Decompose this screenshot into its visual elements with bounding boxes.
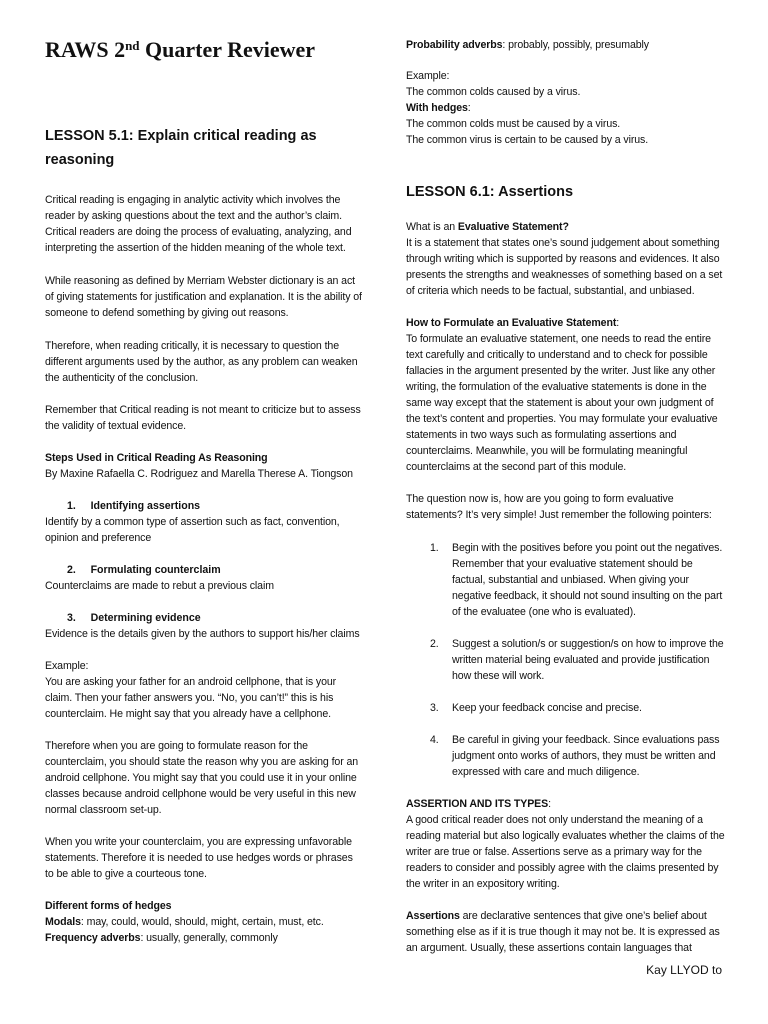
- step-2-text: Counterclaims are made to rebut a previous claim: [45, 580, 274, 592]
- steps-heading: Steps Used in Critical Reading As Reasoning: [45, 452, 268, 464]
- evaluative-statement-question: What is an Evaluative Statement?: [406, 221, 569, 233]
- modals-line: Modals: may, could, would, should, might, certain, must, etc.: [45, 916, 324, 928]
- frequency-adverbs-line: Frequency adverbs: usually, generally, commonly: [45, 932, 278, 944]
- step-1-text: Identify by a common type of assertion such as fact, convention, opinion and preference: [45, 516, 340, 544]
- evaluative-statement-definition: It is a statement that states one’s sound judgement about something through writing which is supported by reasons and evidences. It also presents the strengths and weaknesses of something based on a set of criteria which needs to be factual, substantial, and unbiased.: [406, 237, 723, 297]
- assertion-types-heading: ASSERTION AND ITS TYPES:: [406, 798, 551, 810]
- example-text: You are asking your father for an android cellphone, that is your claim. Then your father answers you. “No, you can’t!” this is his counterclaim. He might say that you already have a cellphone.: [45, 676, 337, 720]
- critical-reader-paragraph: A good critical reader does not only understand the meaning of a reading material but also logically evaluates whether the claims of the writer are true or false. Assertions serve as a primary way for the readers to consider and possibly agree with the claims presented by the writer in an expository writing.: [406, 814, 725, 890]
- right-example-label: Example:: [406, 70, 450, 82]
- hedge-example-1: The common colds must be caused by a virus.: [406, 118, 621, 130]
- step-3-heading: 3. Determining evidence: [67, 612, 201, 624]
- lesson-6-1-heading: LESSON 6.1: Assertions: [406, 184, 574, 200]
- counterclaim-hedges-paragraph: When you write your counterclaim, you are expressing unfavorable statements. Therefore it is needed to use hedges words or phrases to be able to give a courteous tone.: [45, 836, 353, 880]
- assertions-definition-paragraph: Assertions are declarative sentences that give one’s belief about something else as if it is true though it may not be. It is expressed as an argument. Usually, these assertions contain languages that: [406, 910, 720, 954]
- footer-credit: Kay LLYOD to: [646, 963, 722, 977]
- step-1-heading: 1. Identifying assertions: [67, 500, 201, 512]
- steps-authors: By Maxine Rafaella C. Rodriguez and Marella Therese A. Tiongson: [45, 468, 353, 480]
- hedges-heading: Different forms of hedges: [45, 900, 172, 912]
- hedge-example-2: The common virus is certain to be caused by a virus.: [406, 134, 649, 146]
- how-to-formulate-paragraph: To formulate an evaluative statement, one needs to read the entire text carefully and critically to understand and to check for possible fallacies in the argument presented by the writer. Just like any other writing, the formulation of the evaluative statements is done in the same way except that the statement is about your own judgment of the text’s content and properties. You may formulate your evaluative statements in two ways such as formulating assertions and counterclaims. Meanwhile, you will be formulating meaningful counterclaims at the second part of this module.: [406, 333, 718, 473]
- lesson-5-1-heading: LESSON 5.1: Explain critical reading as reasoning: [45, 128, 317, 168]
- how-to-formulate-heading: How to Formulate an Evaluative Statement:: [406, 317, 620, 329]
- formulate-reason-paragraph: Therefore when you are going to formulate reason for the counterclaim, you should state the reason why you are asking for an android cellphone. You might say that you could use it in your online classes because android cellphone would be very useful in this new normal classroom set-up.: [45, 740, 359, 816]
- probability-adverbs-line: Probability adverbs: probably, possibly, presumably: [406, 39, 649, 51]
- right-example-line: The common colds caused by a virus.: [406, 86, 581, 98]
- step-3-text: Evidence is the details given by the authors to support his/her claims: [45, 628, 360, 640]
- example-label: Example:: [45, 660, 89, 672]
- critical-reading-paragraph: Critical reading is engaging in analytic activity which involves the reader by asking questions about the text and the author’s claim. Critical readers are doing the process of evaluating, analyzing, and interpreting the assertion of the hidden meaning of the whole text.: [45, 194, 352, 254]
- document-title: RAWS 2nd Quarter Reviewer: [45, 37, 316, 62]
- pointers-intro: The question now is, how are you going to form evaluative statements? It’s very simple! Just remember the following pointers:: [406, 493, 712, 521]
- with-hedges-label: With hedges:: [406, 102, 471, 114]
- not-criticize-paragraph: Remember that Critical reading is not meant to criticize but to assess the validity of textual evidence.: [45, 404, 361, 432]
- reasoning-paragraph: While reasoning as defined by Merriam Webster dictionary is an act of giving statements for justification and explanation. It is the ability of someone to defend something by giving out reasons.: [45, 275, 362, 319]
- question-arguments-paragraph: Therefore, when reading critically, it is necessary to question the different arguments used by the author, as any problem can weaken the authenticity of the conclusion.: [45, 340, 358, 384]
- step-2-heading: 2. Formulating counterclaim: [67, 564, 221, 576]
